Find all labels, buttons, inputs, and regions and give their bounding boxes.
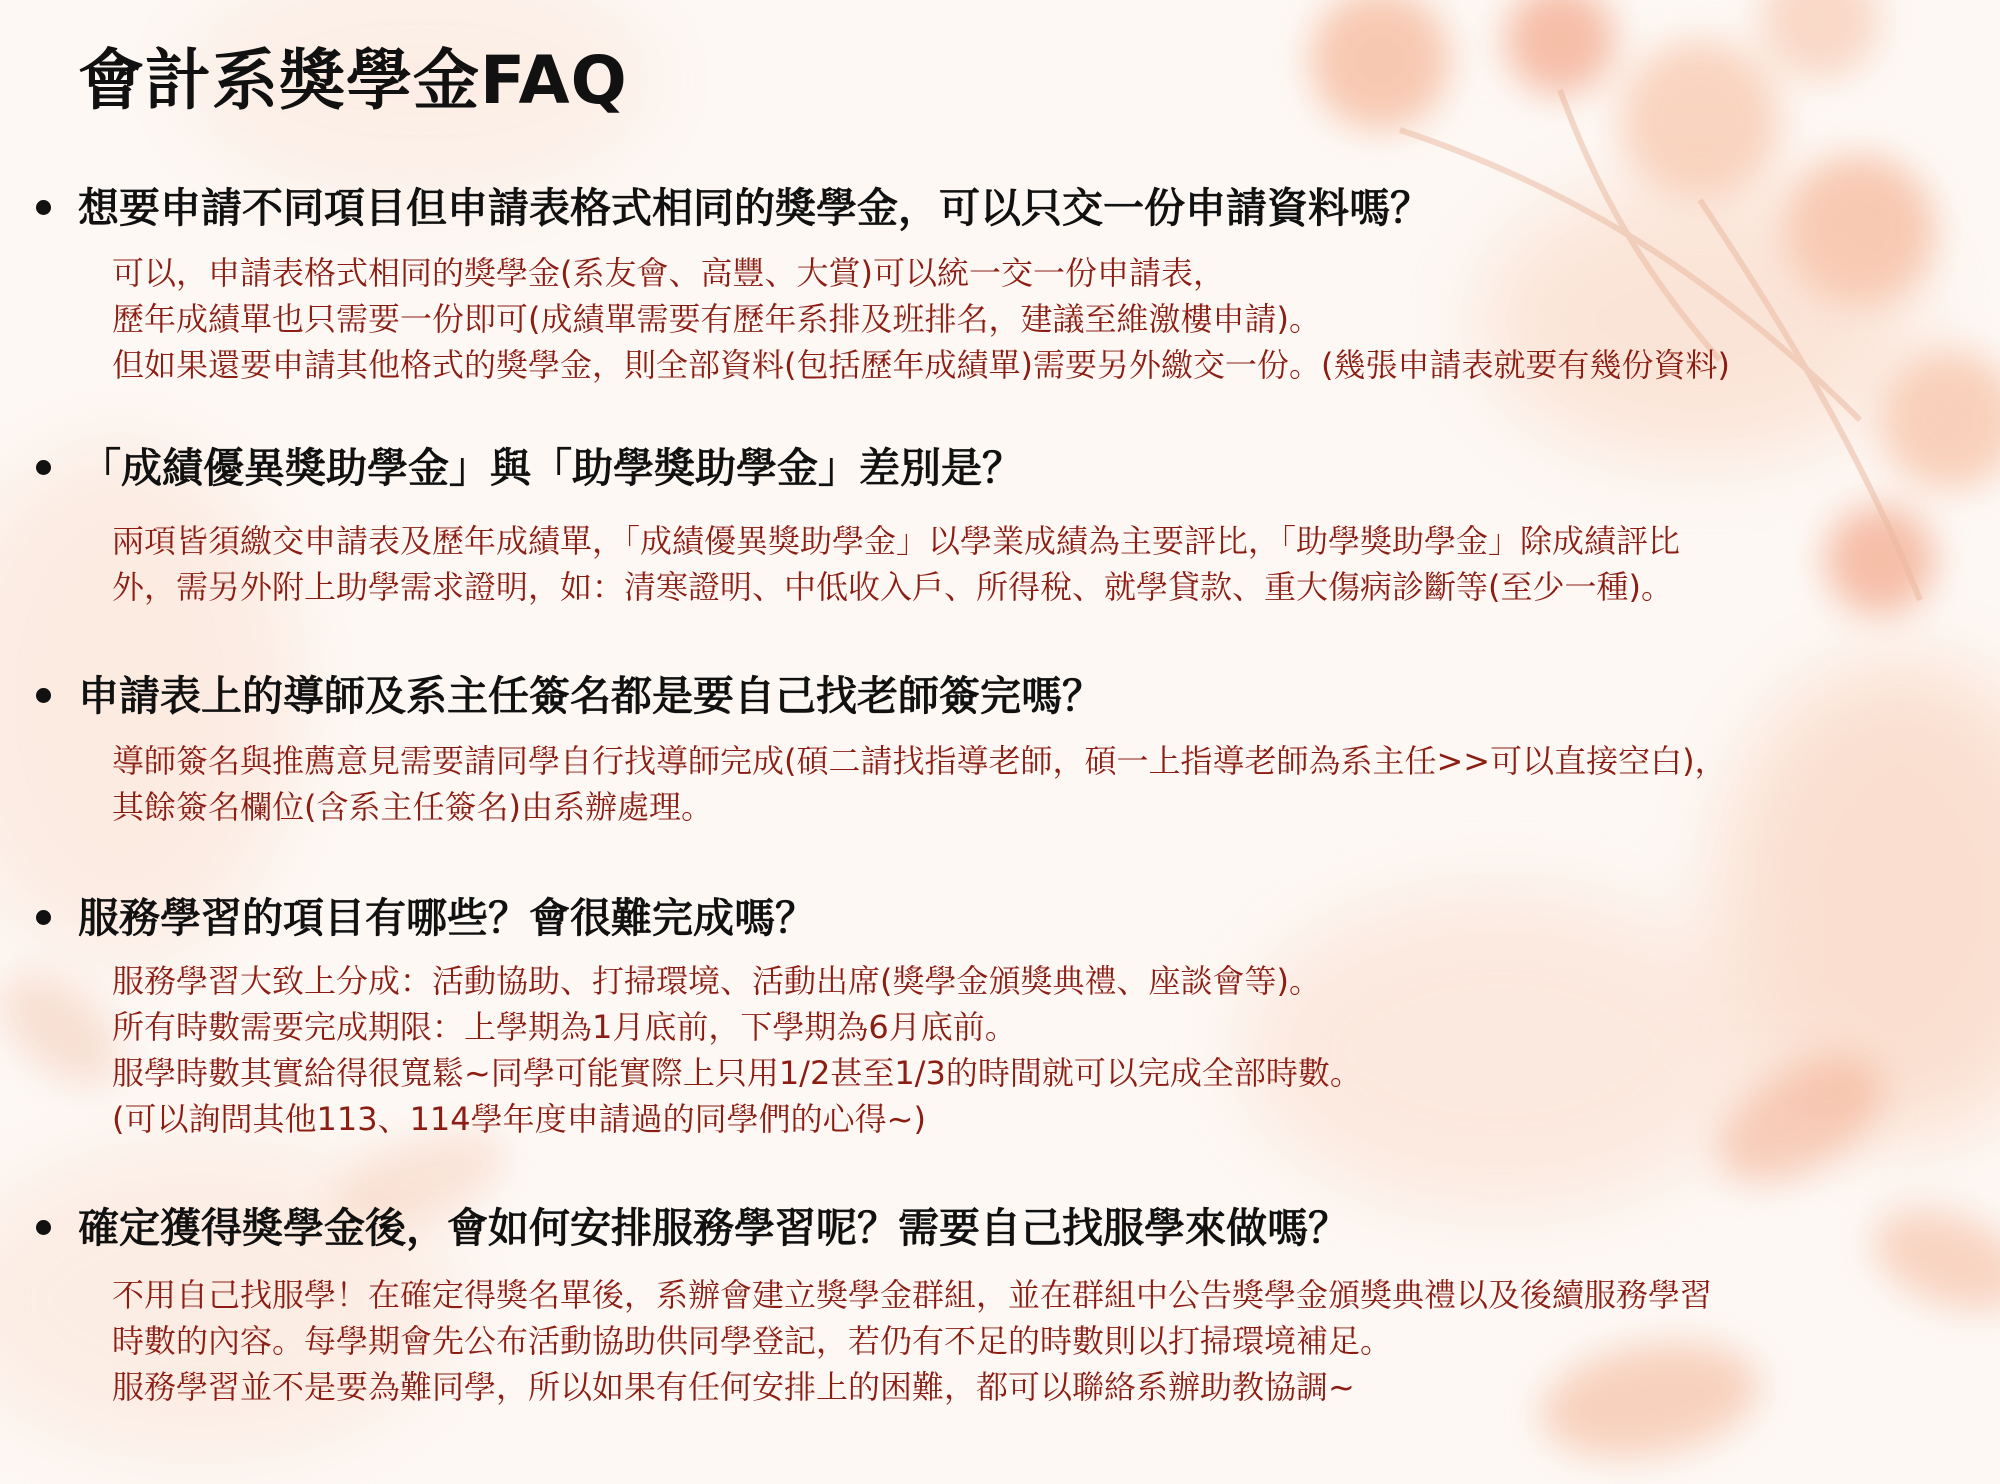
question: 服務學習的項目有哪些？會很難完成嗎？ (78, 894, 816, 942)
question-row (0, 888, 2000, 948)
question: 申請表上的導師及系主任簽名都是要自己找老師簽完嗎？ (78, 672, 1103, 720)
question: 「成績優異獎助學金」與「助學獎助學金」差別是？ (80, 444, 1023, 492)
question-row (0, 1198, 2000, 1258)
answer (112, 958, 1972, 1142)
answer-line: (可以詢問其他113、114學年度申請過的同學們的心得~) (112, 1100, 926, 1138)
answer-line: 但如果還要申請其他格式的獎學金，則全部資料(包括歷年成績單)需要另外繳交一份。(幾張申請表就要有幾份資料) (112, 346, 1730, 384)
answer-line: 導師簽名與推薦意見需要請同學自行找導師完成(碩二請找指導老師，碩一上指導老師為系主任>>可以直接空白)， (112, 742, 1727, 780)
answer-line: 服務學習並不是要為難同學，所以如果有任何安排上的困難，都可以聯絡系辦助教協調~ (112, 1368, 1355, 1406)
bullet-icon (36, 688, 51, 703)
answer-line: 兩項皆須繳交申請表及歷年成績單，「成績優異獎助學金」以學業成績為主要評比，「助學獎助學金」除成績評比 (112, 522, 1681, 560)
question-row (0, 178, 2000, 238)
answer-line: 服務學習大致上分成：活動協助、打掃環境、活動出席(獎學金頒獎典禮、座談會等)。 (112, 962, 1321, 1000)
question: 想要申請不同項目但申請表格式相同的獎學金，可以只交一份申請資料嗎？ (78, 184, 1431, 232)
bullet-icon (36, 910, 51, 925)
answer-line: 所有時數需要完成期限：上學期為1月底前，下學期為6月底前。 (112, 1008, 1017, 1046)
answer-line: 其餘簽名欄位(含系主任簽名)由系辦處理。 (112, 788, 713, 826)
answer-line: 外，需另外附上助學需求證明，如：清寒證明、中低收入戶、所得稅、就學貸款、重大傷病診斷等(至少一種)。 (112, 568, 1673, 606)
answer (112, 1272, 1972, 1410)
answer-line: 不用自己找服學！在確定得獎名單後，系辦會建立獎學金群組，並在群組中公告獎學金頒獎典禮以及後續服務學習 (112, 1276, 1713, 1314)
bullet-icon (36, 1220, 51, 1235)
answer-line: 時數的內容。每學期會先公布活動協助供同學登記，若仍有不足的時數則以打掃環境補足。 (112, 1322, 1393, 1360)
answer-line: 服學時數其實給得很寬鬆~同學可能實際上只用1/2甚至1/3的時間就可以完成全部時數。 (112, 1054, 1362, 1092)
bullet-icon (36, 460, 51, 475)
question-row (0, 438, 2000, 498)
page-title: 會計系獎學金FAQ (78, 42, 628, 119)
answer (112, 250, 1972, 388)
answer (112, 518, 1972, 610)
answer-line: 可以，申請表格式相同的獎學金(系友會、高豐、大賞)可以統一交一份申請表， (112, 254, 1225, 292)
answer (112, 738, 1972, 830)
answer-line: 歷年成績單也只需要一份即可(成績單需要有歷年系排及班排名，建議至維激樓申請)。 (112, 300, 1321, 338)
question-row (0, 666, 2000, 726)
question: 確定獲得獎學金後，會如何安排服務學習呢？需要自己找服學來做嗎？ (78, 1204, 1349, 1252)
bullet-icon (36, 200, 51, 215)
